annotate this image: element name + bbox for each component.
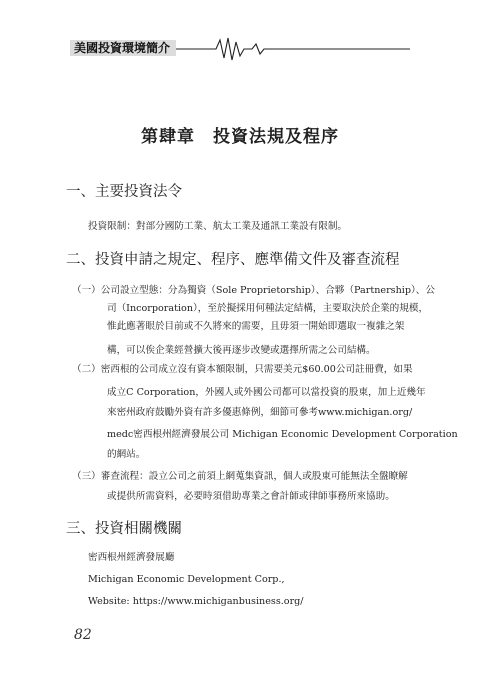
section-heading-2: 二、投資申請之規定、程序、應準備文件及審查流程 (66, 252, 400, 268)
item-2-line-5: 的網站。 (107, 449, 146, 460)
page-number: 82 (74, 627, 92, 643)
item-3-line-2: 或提供所需資料，必要時須借助專業之會計師或律師事務所來協助。 (107, 491, 395, 502)
item-1-line-1: （一）公司設立型態：分為獨資（Sole Proprietorship）、合夥（Partnership）、公 (72, 285, 435, 296)
agency-website: Website: https://www.michiganbusiness.org/ (88, 596, 304, 607)
agency-name-zh: 密西根州經濟發展廳 (88, 552, 175, 563)
item-2-line-4: medc密西根州經濟發展公司 Michigan Economic Development Corporation (107, 429, 458, 440)
agency-name-en: Michigan Economic Development Corp., (88, 574, 285, 585)
item-2-line-3: 來密州政府鼓勵外資有許多優惠條例，細節可參考www.michigan.org/ (107, 407, 413, 418)
chapter-title: 第肆章 投資法規及程序 (141, 127, 339, 147)
item-2-line-2: 成立C Corporation，外國人或外國公司都可以當投資的股東，加上近幾年 (107, 387, 426, 398)
item-2-line-1: （二）密西根的公司成立沒有資本額限制，只需要美元$60.00公司註冊費，如果 (72, 364, 413, 375)
running-header (70, 36, 410, 62)
header-tag: 美國投資環境簡介 (70, 40, 176, 56)
section-heading-1: 一、主要投資法令 (66, 184, 182, 200)
section-heading-3: 三、投資相關機關 (66, 521, 182, 537)
item-1-line-2: 司（Incorporation），至於擬採用何種法定結構，主要取決於企業的規模， (107, 303, 429, 314)
item-1-line-3: 惟此應著眼於目前或不久將來的需要，且毋須一開始即選取一複雜之架 (107, 321, 405, 332)
item-1-line-4: 構，可以俟企業經營擴大後再逐步改變或選擇所需之公司結構。 (107, 345, 376, 356)
item-3-line-1: （三）審查流程：設立公司之前須上網蒐集資訊，個人或股東可能無法全盤瞭解 (72, 471, 408, 482)
section-1-text: 投資限制：對部分國防工業、航太工業及通訊工業設有限制。 (88, 221, 348, 232)
